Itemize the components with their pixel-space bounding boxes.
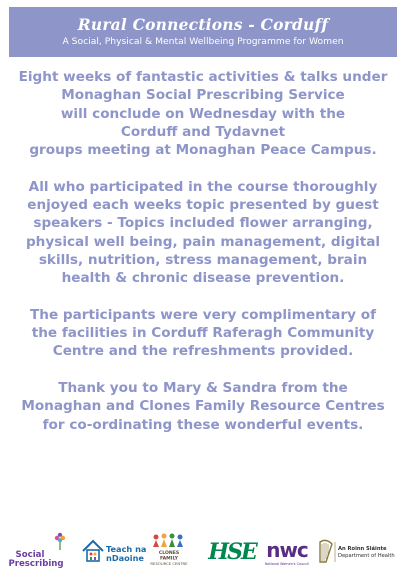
people-icon	[153, 534, 183, 548]
text-line: speakers - Topics included flower arranging,	[33, 215, 373, 232]
text-line: Monaghan Social Prescribing Service	[61, 87, 345, 104]
svg-text:nwc: nwc	[266, 538, 308, 562]
logo-text: CLONES	[158, 551, 180, 556]
svg-text:HSE: HSE	[208, 539, 256, 565]
text-line: Corduff and Tydavnet	[120, 123, 286, 140]
text-line: Centre and the refreshments provided.	[52, 343, 354, 360]
paragraph-topics	[8, 178, 398, 288]
text-line: health & chronic disease prevention.	[61, 270, 345, 287]
text-line: Eight weeks of fantastic activities & talks under	[18, 69, 388, 85]
harp-icon	[320, 540, 332, 562]
paragraph-thanks	[8, 379, 398, 434]
logo-text: Prescribing	[8, 559, 64, 569]
text-line: skills, nutrition, stress management, brain	[38, 251, 368, 268]
logo-text: Social	[15, 550, 45, 560]
text-line: groups meeting at Monaghan Peace Campus.	[29, 142, 377, 159]
logo-text: National Women's Council	[264, 562, 310, 566]
teach-na-ndaoine-logo	[80, 532, 147, 568]
header-banner	[9, 7, 397, 57]
house-icon	[83, 541, 103, 561]
logo-text: Teach na	[106, 544, 147, 554]
banner-subtitle: A Social, Physical & Mental Wellbeing Programme for Women	[62, 36, 344, 47]
banner-title: Rural Connections - Corduff	[77, 15, 329, 34]
text-line: Thank you to Mary & Sandra from the	[58, 380, 348, 397]
text-line: All who participated in the course thoroughly	[28, 178, 378, 195]
text-line: The participants were very complimentary of	[30, 306, 376, 323]
logo-text: FAMILY	[160, 556, 178, 562]
social-prescribing-logo	[10, 532, 74, 568]
article-body	[8, 68, 398, 452]
text-line: physical well being, pain management, digital	[25, 233, 381, 250]
logo-text: Department of Health	[338, 553, 395, 559]
paragraph-facilities	[8, 306, 398, 361]
text-line: Monaghan and Clones Family Resource Centres	[21, 398, 385, 415]
partner-logos	[10, 532, 398, 568]
text-line: the facilities in Corduff Raferagh Community	[31, 325, 375, 342]
logo-text: nDaoine	[106, 553, 144, 563]
paragraph-intro	[8, 68, 398, 159]
text-line: for co-ordinating these wonderful events.	[42, 416, 364, 433]
text-line: enjoyed each weeks topic presented by guest	[27, 197, 379, 214]
logo-text: RESOURCE CENTRE	[150, 561, 188, 566]
department-of-health-logo	[316, 532, 398, 568]
nwc-logo	[262, 532, 312, 568]
hse-logo	[208, 532, 256, 568]
text-line: will conclude on Wednesday with the	[60, 105, 346, 122]
clones-frc-logo	[148, 532, 192, 568]
flower-icon	[55, 533, 65, 550]
logo-text: An Roinn Sláinte	[338, 546, 387, 552]
